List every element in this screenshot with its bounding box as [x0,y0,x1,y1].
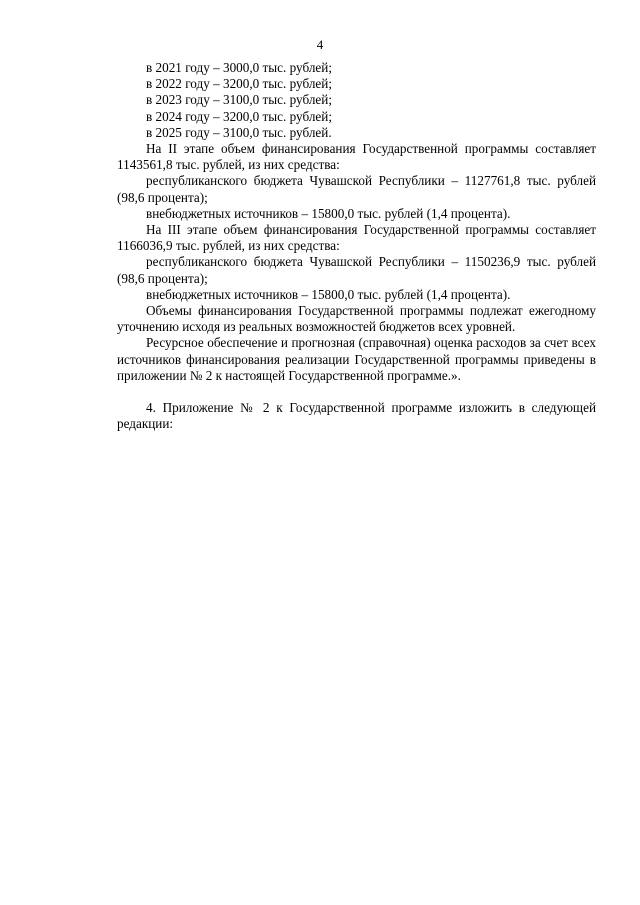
stage-3-extrabudgetary: внебюджетных источников – 15800,0 тыс. рублей (1,4 процента). [146,286,511,302]
amendment-item-4: 4. Приложение № 2 к Государственной программе изложить в следующей редакции: [117,400,596,432]
stage-3-total: На III этапе объем финансирования Государственной программы составляет 1166036,9 тыс. рублей, из них средства: [117,222,596,254]
stage-3-republican-budget: республиканского бюджета Чувашской Республики – 1150236,9 тыс. рублей (98,6 процента); [117,254,596,286]
paragraph-gap [117,384,596,400]
funding-2021: в 2021 году – 3000,0 тыс. рублей; [146,60,332,75]
annual-adjustment-note: Объемы финансирования Государственной программы подлежат ежегодному уточнению исходя из реальных возможностей бюджетов всех уровней. [117,303,596,335]
funding-2024: в 2024 году – 3200,0 тыс. рублей; [146,108,332,124]
document-body [117,60,596,432]
stage-2-extrabudgetary: внебюджетных источников – 15800,0 тыс. рублей (1,4 процента). [146,205,511,221]
stage-2-republican-budget: республиканского бюджета Чувашской Республики – 1127761,8 тыс. рублей (98,6 процента); [117,173,596,205]
funding-2022: в 2022 году – 3200,0 тыс. рублей; [146,76,332,92]
funding-2025: в 2025 году – 3100,0 тыс. рублей. [146,124,332,140]
funding-2023: в 2023 году – 3100,0 тыс. рублей; [146,92,332,108]
page-number: 4 [316,37,324,52]
resource-provision-note: Ресурсное обеспечение и прогнозная (справочная) оценка расходов за счет всех источников финансирования реализации Государственной программы приведены в приложении № 2 к настоящей Государственной программе.». [117,335,596,383]
stage-2-total: На II этапе объем финансирования Государственной программы составляет 1143561,8 тыс. рублей, из них средства: [117,141,596,173]
